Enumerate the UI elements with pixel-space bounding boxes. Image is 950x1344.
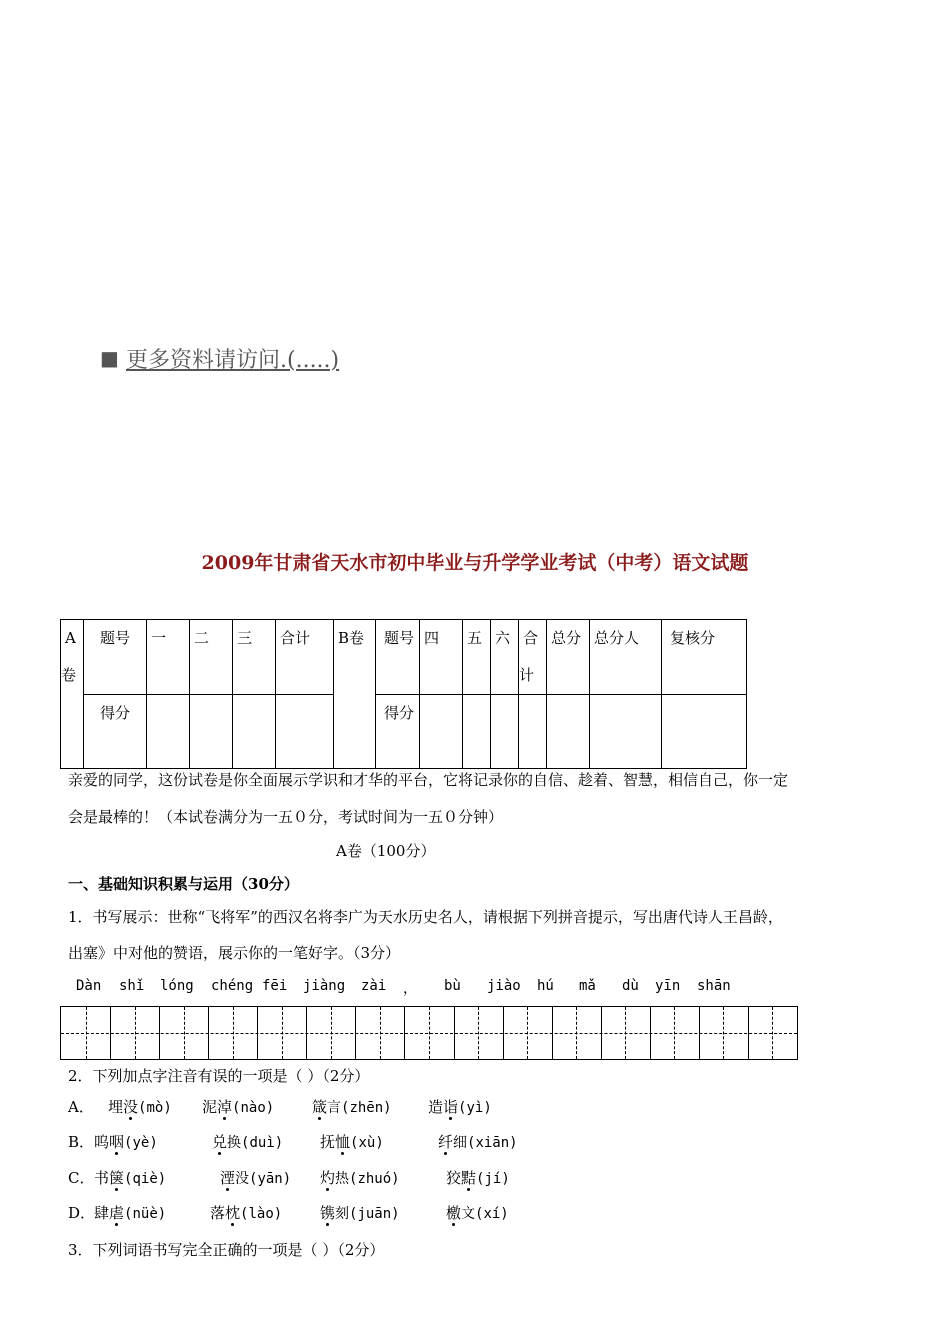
option-item: 湮没(yān): [220, 1169, 292, 1187]
grid-cell-centerline: [723, 1007, 724, 1059]
b-tihao-cell: 题号: [376, 620, 420, 695]
option-item: 呜咽(yè): [94, 1133, 158, 1151]
exam-title: 2009年甘肃省天水市初中毕业与升学学业考试（中考）语文试题: [201, 552, 749, 574]
grid-cell-centerline: [429, 1007, 430, 1059]
a-volume-label: A卷: [61, 620, 84, 769]
option-item: 箴言(zhēn): [312, 1098, 392, 1116]
grid-cell-centerline: [135, 1007, 136, 1059]
b-col-6: 六: [491, 620, 519, 695]
grid-cell-divider: [110, 1007, 111, 1059]
grid-cell-divider: [208, 1007, 209, 1059]
option-item: 檄文(xí): [446, 1204, 509, 1222]
pinyin-1: Dàn: [76, 978, 102, 994]
b-defen-cell: 得分: [376, 695, 420, 769]
score-b-4: [420, 695, 463, 769]
pinyin-15: shān: [697, 978, 731, 994]
grid-cell-divider: [699, 1007, 700, 1059]
a-col-2: 二: [190, 620, 233, 695]
q3-stem: 3．下列词语书写完全正确的一项是（ ）（2分）: [68, 1241, 385, 1259]
grid-cell-centerline: [576, 1007, 577, 1059]
option-label: B．: [68, 1133, 95, 1151]
q1-line-2: 出塞》中对他的赞语，展示你的一笔好字。（3分）: [68, 944, 401, 962]
b-col-4: 四: [420, 620, 463, 695]
grid-cell-divider: [257, 1007, 258, 1059]
b-col-5: 五: [463, 620, 491, 695]
option-item: 埋没(mò): [108, 1098, 172, 1116]
b-col-total: 合计: [519, 620, 547, 695]
q2-stem: 2．下列加点字注音有误的一项是（ ）（2分）: [68, 1067, 370, 1085]
option-label: A．: [68, 1098, 94, 1116]
pinyin-11: hú: [537, 978, 554, 994]
pinyin-7: zài: [361, 978, 387, 994]
option-label: C．: [68, 1169, 95, 1187]
score-a-2: [190, 695, 233, 769]
score-a-total: [276, 695, 334, 769]
bullet-square-icon: ■: [100, 346, 119, 370]
grid-cell-centerline: [380, 1007, 381, 1059]
pinyin-10: jiào: [487, 978, 521, 994]
score-b-total: [519, 695, 547, 769]
pinyin-14: yīn: [655, 978, 681, 994]
option-item: 书箧(qiè): [94, 1169, 167, 1187]
grid-cell-divider: [159, 1007, 160, 1059]
grid-cell-centerline: [478, 1007, 479, 1059]
pinyin-4: chéng: [211, 978, 254, 994]
grid-cell-centerline: [331, 1007, 332, 1059]
grid-cell-centerline: [86, 1007, 87, 1059]
score-zongfenren: [590, 695, 662, 769]
score-fuhefen: [662, 695, 747, 769]
option-item: 狡黠(jí): [446, 1169, 510, 1187]
a-col-total: 合计: [276, 620, 334, 695]
grid-cell-centerline: [674, 1007, 675, 1059]
section-a-heading: A卷（100分）: [336, 842, 436, 860]
grid-cell-centerline: [625, 1007, 626, 1059]
grid-cell-centerline: [282, 1007, 283, 1059]
option-item: 泥淖(nào): [202, 1098, 275, 1116]
grid-cell-divider: [355, 1007, 356, 1059]
pinyin-6: jiàng: [303, 978, 346, 994]
grid-cell-centerline: [772, 1007, 773, 1059]
score-a-1: [147, 695, 190, 769]
pinyin-5: fēi: [262, 978, 288, 994]
more-resources-link[interactable]: 更多资料请访问.(.....): [126, 348, 340, 373]
q1-line-1: 1．书写展示：世称“飞将军”的西汉名将李广为天水历史名人，请根据下列拼音提示，写出唐代诗人王昌龄，: [68, 908, 783, 926]
option-item: 镌刻(juān): [320, 1204, 400, 1222]
fuhefen-cell: 复核分: [662, 620, 747, 695]
option-label: D．: [68, 1204, 96, 1222]
intro-line-2: 会是最棒的！（本试卷满分为一五０分，考试时间为一五０分钟）: [68, 808, 504, 826]
a-col-3: 三: [233, 620, 276, 695]
tihao-cell: 题号: [84, 620, 147, 695]
score-a-3: [233, 695, 276, 769]
score-b-5: [463, 695, 491, 769]
intro-line-1: 亲爱的同学，这份试卷是你全面展示学识和才华的平台，它将记录你的自信、趁着、智慧，相信自己，你一定: [68, 771, 789, 789]
option-item: 造诣(yì): [428, 1098, 492, 1116]
option-item: 肆虐(nüè): [94, 1204, 167, 1222]
pinyin-13: dù: [622, 978, 639, 994]
grid-cell-centerline: [233, 1007, 234, 1059]
score-zongfen: [547, 695, 590, 769]
a-col-1: 一: [147, 620, 190, 695]
grid-cell-divider: [748, 1007, 749, 1059]
option-item: 抚恤(xù): [320, 1133, 384, 1151]
pinyin-2: shǐ: [119, 978, 145, 994]
option-item: 兑换(duì): [212, 1133, 284, 1151]
option-item: 落枕(lào): [210, 1204, 283, 1222]
pinyin-8: ，: [403, 981, 417, 997]
writing-grid[interactable]: [60, 1006, 798, 1060]
grid-cell-centerline: [527, 1007, 528, 1059]
grid-cell-divider: [552, 1007, 553, 1059]
score-table: [60, 619, 747, 769]
grid-cell-divider: [454, 1007, 455, 1059]
pinyin-9: bù: [444, 978, 461, 994]
grid-cell-divider: [404, 1007, 405, 1059]
pinyin-12: mǎ: [579, 978, 596, 994]
grid-cell-divider: [650, 1007, 651, 1059]
grid-cell-divider: [601, 1007, 602, 1059]
option-item: 灼热(zhuó): [320, 1169, 400, 1187]
zongfenren-cell: 总分人: [590, 620, 662, 695]
grid-cell-centerline: [184, 1007, 185, 1059]
grid-cell-divider: [306, 1007, 307, 1059]
part1-heading: 一、基础知识积累与运用（30分）: [68, 875, 299, 893]
defen-cell: 得分: [84, 695, 147, 769]
grid-cell-divider: [503, 1007, 504, 1059]
b-volume-label: B卷: [334, 620, 376, 769]
pinyin-3: lóng: [160, 978, 194, 994]
option-item: 纤细(xiān): [438, 1133, 518, 1151]
zongfen-cell: 总分: [547, 620, 590, 695]
score-b-6: [491, 695, 519, 769]
